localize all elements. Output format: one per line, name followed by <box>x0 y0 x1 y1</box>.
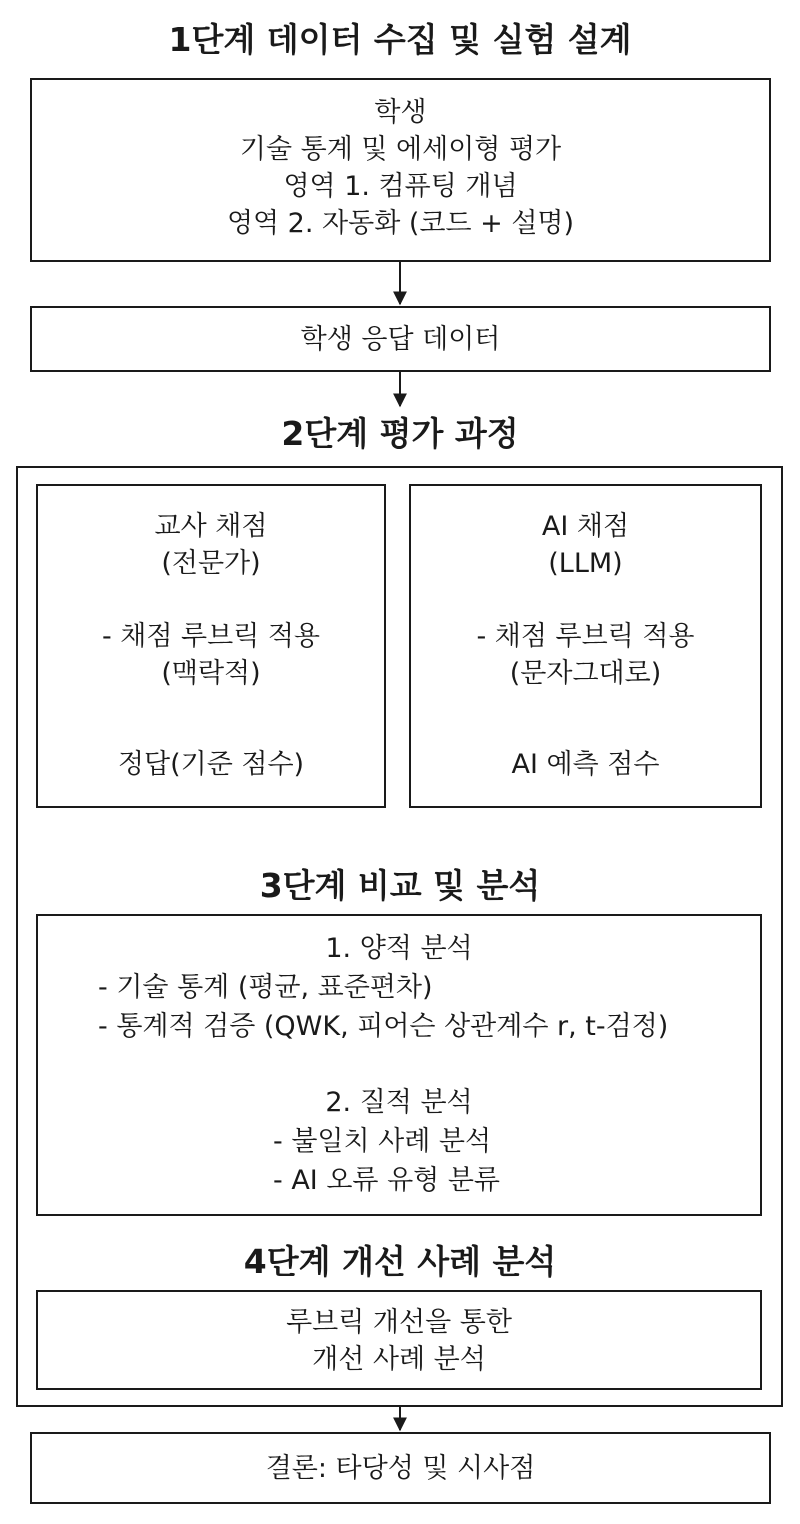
teacher-rubric-note: (맥락적) <box>161 658 261 689</box>
teacher-title: 교사 채점 <box>154 511 268 542</box>
stage1-title: 1단계 데이터 수집 및 실험 설계 <box>168 20 632 59</box>
response-data-label: 학생 응답 데이터 <box>300 324 501 355</box>
qual-item: - AI 오류 유형 분류 <box>273 1165 500 1196</box>
quant-item: - 통계적 검증 (QWK, 피어슨 상관계수 r, t-검정) <box>98 1011 669 1042</box>
stage1-box <box>30 78 771 262</box>
ai-result: AI 예측 점수 <box>511 749 660 780</box>
teacher-grading-box <box>36 484 386 808</box>
improvement-box <box>36 1290 762 1390</box>
stage1-line: 기술 통계 및 에세이형 평가 <box>239 134 562 165</box>
response-data-box <box>30 306 771 372</box>
ai-subtitle: (LLM) <box>548 548 623 579</box>
ai-title: AI 채점 <box>541 511 630 542</box>
teacher-result: 정답(기준 점수) <box>117 749 305 780</box>
qual-title: 2. 질적 분석 <box>325 1087 473 1118</box>
stage1-line: 학생 <box>374 97 427 128</box>
ai-rubric-note: (문자그대로) <box>509 658 662 689</box>
stage1-line: 영역 1. 컴퓨팅 개념 <box>283 171 518 202</box>
stage3-title: 3단계 비교 및 분석 <box>259 866 541 905</box>
ai-rubric: - 채점 루브릭 적용 <box>476 621 695 652</box>
stage2-title: 2단계 평가 과정 <box>281 414 519 453</box>
qual-item: - 불일치 사례 분석 <box>273 1126 492 1157</box>
conclusion-box <box>30 1432 771 1504</box>
quant-title: 1. 양적 분석 <box>325 933 473 964</box>
analysis-box <box>36 914 762 1216</box>
teacher-subtitle: (전문가) <box>161 548 261 579</box>
conclusion-label: 결론: 타당성 및 시사점 <box>265 1453 536 1484</box>
quant-item: - 기술 통계 (평균, 표준편차) <box>98 972 433 1003</box>
stage4-title: 4단계 개선 사례 분석 <box>243 1242 557 1281</box>
teacher-rubric: - 채점 루브릭 적용 <box>101 621 321 652</box>
ai-grading-box <box>409 484 762 808</box>
improvement-line: 개선 사례 분석 <box>312 1344 486 1375</box>
improvement-line: 루브릭 개선을 통한 <box>286 1307 512 1338</box>
stage1-line: 영역 2. 자동화 (코드 + 설명) <box>226 208 575 239</box>
